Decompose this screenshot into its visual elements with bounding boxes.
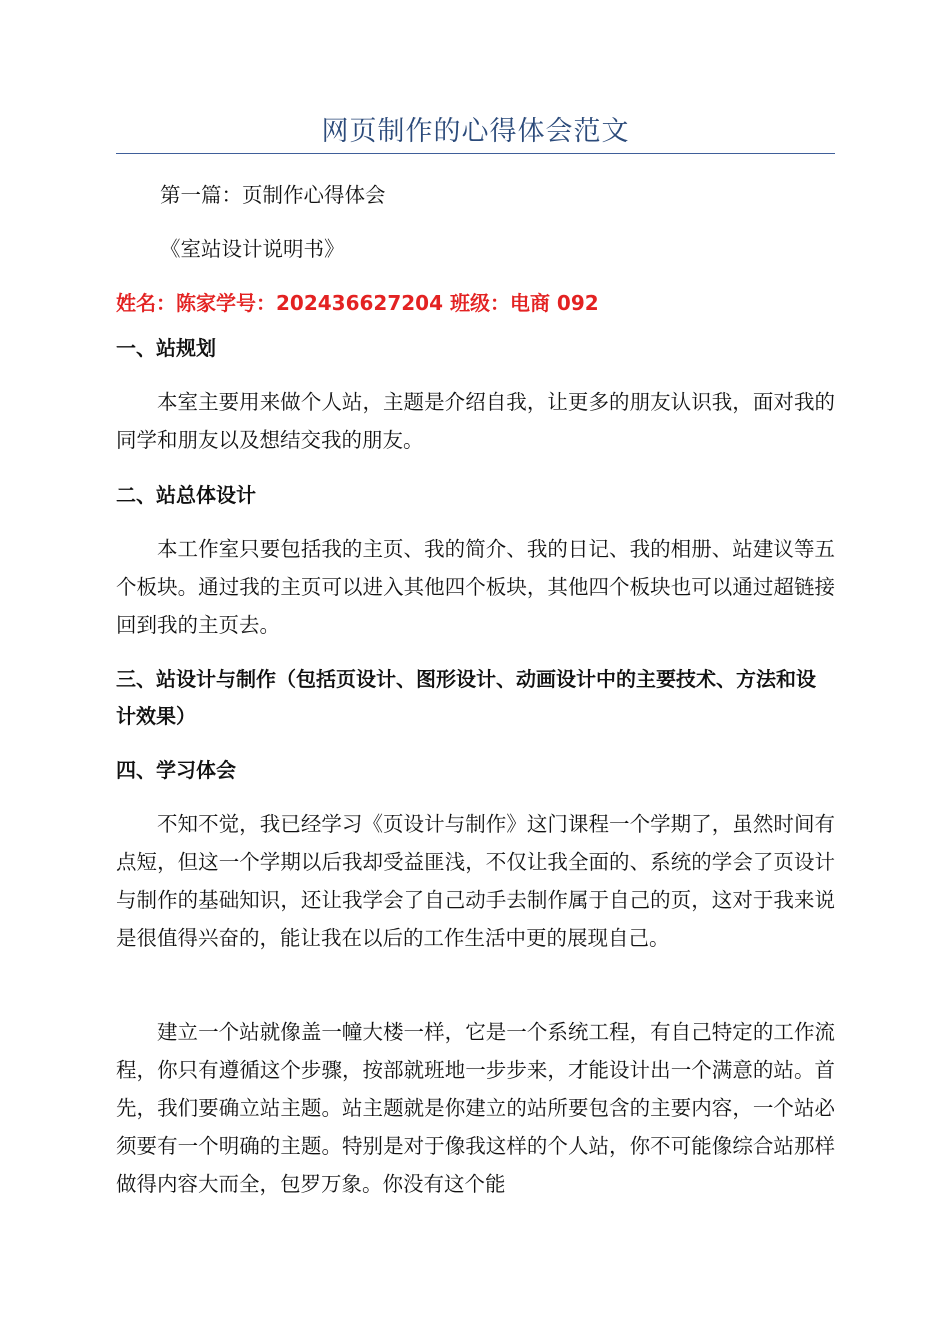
- section-1-paragraph: 本室主要用来做个人站，主题是介绍自我，让更多的朋友认识我，面对我的同学和朋友以及想结交我的朋友。: [116, 390, 835, 452]
- section-4-paragraph-1: 不知不觉，我已经学习《页设计与制作》这门课程一个学期了，虽然时间有点短，但这一个学期以后我却受益匪浅，不仅让我全面的、系统的学会了页设计与制作的基础知识，还让我学会了自己动手去制作属于自己的页，这对于我来说是很值得兴奋的，能让我在以后的工作生活中更的展现自己。: [116, 812, 835, 950]
- book-title: 《室站设计说明书》: [160, 237, 345, 261]
- section-4-paragraph-2: 建立一个站就像盖一幢大楼一样，它是一个系统工程，有自己特定的工作流程，你只有遵循这个步骤，按部就班地一步步来，才能设计出一个满意的站。首先，我们要确立站主题。站主题就是你建立的站所要包含的主要内容，一个站必须要有一个明确的主题。特别是对于像我这样的个人站，你不可能像综合站那样做得内容大而全，包罗万象。你没有这个能: [116, 1020, 835, 1196]
- student-info: 姓名：陈家学号：202436627204 班级：电商 092: [116, 291, 599, 315]
- document-title: 网页制作的心得体会范文: [321, 116, 630, 147]
- section-heading-2: 二、站总体设计: [116, 483, 256, 507]
- section-heading-3: 三、站设计与制作（包括页设计、图形设计、动画设计中的主要技术、方法和设计效果）: [116, 667, 816, 728]
- section-2-paragraph: 本工作室只要包括我的主页、我的简介、我的日记、我的相册、站建议等五个板块。通过我的主页可以进入其他四个板块，其他四个板块也可以通过超链接回到我的主页去。: [116, 537, 835, 637]
- title-underline: [116, 153, 835, 154]
- section-heading-4: 四、学习体会: [116, 758, 236, 782]
- part-heading: 第一篇：页制作心得体会: [160, 183, 386, 207]
- section-heading-1: 一、站规划: [116, 336, 216, 360]
